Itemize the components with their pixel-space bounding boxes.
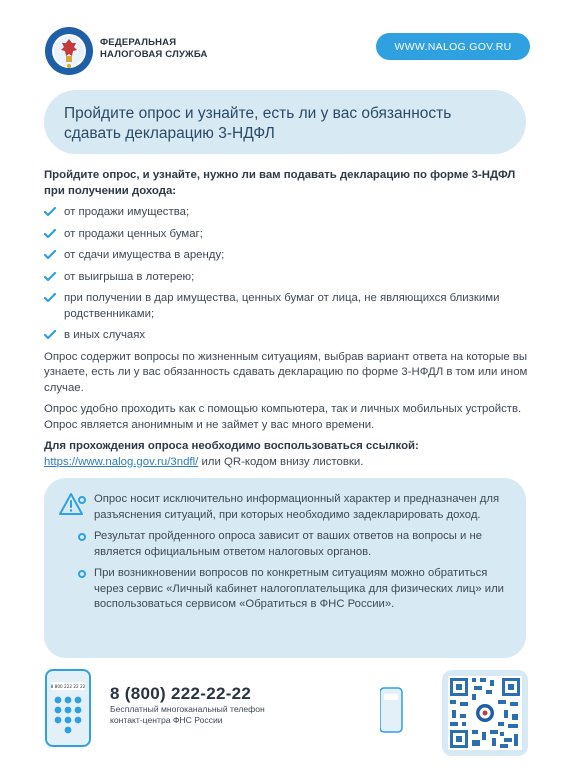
list-item (44, 248, 534, 264)
org-name-line1: ФЕДЕРАЛЬНАЯ (100, 37, 177, 48)
list-item-label: при получении в дар имущества, ценных бумаг от лица, не являющихся близкими родственниками; (64, 292, 500, 320)
list-item (44, 291, 534, 322)
phone-screen-number: 8 800 222 22 22 (50, 684, 86, 689)
link-intro: Для прохождения опроса необходимо воспользоваться ссылкой: (44, 440, 419, 452)
notice-item (78, 492, 508, 523)
list-item-label: от продажи имущества; (64, 206, 190, 218)
list-item (44, 328, 534, 344)
list-item (44, 270, 534, 286)
list-item (44, 205, 534, 221)
fns-emblem-icon (44, 26, 94, 76)
lead-text: Пройдите опрос, и узнайте, нужно ли вам подавать декларацию по форме 3-НДФЛ при получении дохода: (44, 169, 516, 197)
notice-text: Результат пройденного опроса зависит от ваших ответов на вопросы и не является официальным ответом налоговых органов. (94, 530, 483, 558)
notice-text: При возникновении вопросов по конкретным ситуациям можно обратиться через сервис «Личный кабинет налогоплательщика для физических лиц» или воспользоваться сервисом «Обратиться в ФНС России». (94, 567, 504, 610)
list-item-label: от сдачи имущества в аренду; (64, 249, 225, 261)
title-panel (44, 90, 526, 154)
list-item-label: от выигрыша в лотерею; (64, 270, 195, 283)
qr-graphic (380, 670, 530, 756)
income-list (44, 205, 534, 344)
page-title: Пройдите опрос и узнайте, есть ли у вас обязанность сдавать декларацию 3-НДФЛ (64, 105, 452, 142)
notice-list (78, 492, 508, 619)
check-icon (44, 206, 56, 218)
notice-text: Опрос носит исключительно информационный характер и предназначен для разъяснения ситуаций, при которых необходимо задекларировать доход. (94, 493, 500, 521)
link-line (44, 455, 534, 471)
check-icon (44, 271, 56, 283)
header (0, 0, 576, 90)
survey-convenience: Опрос удобно проходить как с помощью компьютера, так и личных мобильных устройств. Опрос является анонимным и не займет у вас много времени. (44, 403, 522, 431)
hotline-description-line1: Бесплатный многоканальный телефон (110, 704, 265, 714)
survey-link[interactable]: https://www.nalog.gov.ru/3ndfl/ (44, 455, 199, 468)
site-link-button[interactable]: WWW.NALOG.GOV.RU (376, 33, 530, 60)
check-icon (44, 249, 56, 261)
phone-icon (44, 668, 92, 748)
notice-panel (44, 478, 526, 658)
qr-code-icon[interactable] (448, 676, 522, 750)
hotline-description (110, 704, 265, 726)
hotline-number[interactable]: 8 (800) 222-22-22 (110, 684, 252, 703)
scan-phone-screen (384, 694, 398, 700)
bullet-icon (78, 496, 86, 504)
list-item-label: от продажи ценных бумаг; (64, 227, 203, 240)
survey-description: Опрос содержит вопросы по жизненным ситуациям, выбрав вариант ответа на которые вы узнаете, есть ли у вас обязанность сдавать декларацию по форме 3-НФДЛ в том или ином случае. (44, 350, 528, 394)
notice-item (78, 529, 508, 560)
list-item-label: в иных случаях (64, 329, 146, 341)
org-name (100, 37, 208, 61)
notice-item (78, 566, 508, 613)
check-icon (44, 329, 56, 341)
org-name-line2: НАЛОГОВАЯ СЛУЖБА (100, 49, 208, 60)
qr-section (380, 670, 530, 756)
bullet-icon (78, 570, 86, 578)
bullet-icon (78, 533, 86, 541)
check-icon (44, 292, 56, 304)
check-icon (44, 228, 56, 240)
list-item (44, 227, 534, 243)
main-content (44, 168, 534, 470)
link-suffix: или QR-кодом внизу листовки. (198, 455, 364, 468)
hotline-description-line2: контакт-центра ФНС России (110, 715, 223, 725)
